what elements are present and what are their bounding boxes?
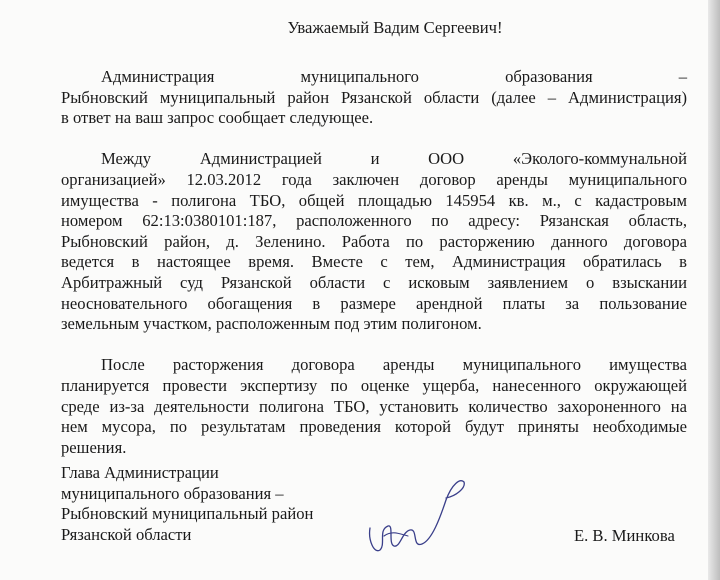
text-line: Арбитражный суд Рязанской области с исковым заявлением о взыскании <box>61 272 687 292</box>
paragraph-2 <box>61 149 687 355</box>
signatory-title-line: муниципального образования – <box>61 483 284 503</box>
text-line: Администрация муниципального образования – <box>101 67 687 86</box>
text-line: имущества - полигона ТБО, общей площадью 145954 кв. м., с кадастровым <box>61 190 687 210</box>
text-line: Между Администрацией и ООО «Эколого-коммунальной <box>101 149 687 169</box>
text-line: неосновательного обогащения в размере арендной платы за пользование <box>61 293 687 313</box>
paragraph-3 <box>61 355 687 458</box>
handwritten-signature <box>348 470 468 570</box>
text-line: ведется в настоящее время. Вместе с тем, Администрация обратилась в <box>61 252 687 272</box>
letter-greeting: Уважаемый Вадим Сергеевич! <box>287 18 503 37</box>
text-line: решения. <box>61 437 127 457</box>
letter-body <box>61 67 687 458</box>
text-line: земельным участком, расположенным под этим полигоном. <box>61 314 482 334</box>
signatory-name: Е. В. Минкова <box>574 526 675 545</box>
paragraph-1 <box>61 67 687 149</box>
page-edge-shadow <box>708 0 720 580</box>
text-line: нем мусора, по результатам проведения которой будут приняты необходимые <box>61 417 687 437</box>
signatory-title-line: Рыбновский муниципальный район <box>61 504 314 524</box>
text-line: среде из-за деятельности полигона ТБО, установить количество захороненного на <box>61 396 687 416</box>
signatory-title <box>61 463 313 545</box>
text-line: После расторжения договора аренды муниципального имущества <box>101 355 687 375</box>
text-line: в ответ на ваш запрос сообщает следующее. <box>61 108 374 128</box>
text-line: Рыбновский муниципальный район Рязанской области (далее – Администрация) <box>61 87 687 107</box>
signatory-title-line: Глава Администрации <box>61 463 219 482</box>
text-line: Рыбновский район, д. Зеленино. Работа по расторжению данного договора <box>61 231 687 251</box>
text-line: планируется провести экспертизу по оценке ущерба, нанесенного окружающей <box>61 375 687 395</box>
text-line: организацией» 12.03.2012 года заключен договор аренды муниципального <box>61 169 687 189</box>
signatory-title-line: Рязанской области <box>61 524 192 544</box>
text-line: номером 62:13:0380101:187, расположенного по адресу: Рязанская область, <box>61 211 687 231</box>
